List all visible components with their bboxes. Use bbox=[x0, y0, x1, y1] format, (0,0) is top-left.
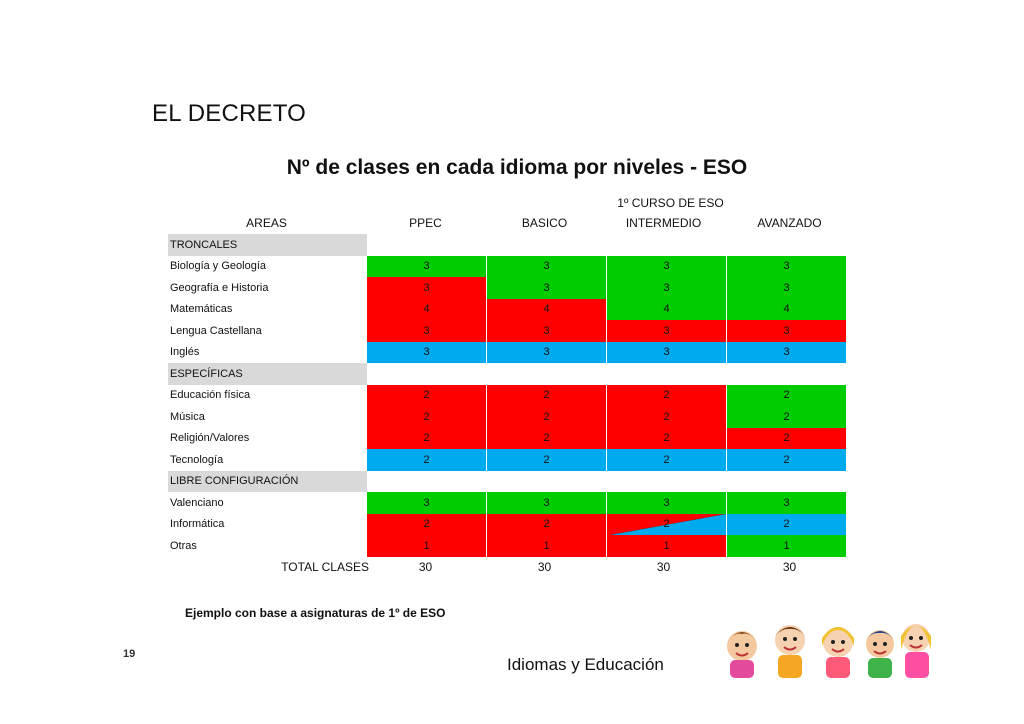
cell-avanzado bbox=[727, 428, 847, 450]
subject-label: Valenciano bbox=[170, 496, 224, 509]
total-intermedio: 30 bbox=[656, 560, 671, 574]
category-label: ESPECÍFICAS bbox=[168, 363, 367, 385]
empty-cell bbox=[607, 234, 727, 256]
subject-label: Religión/Valores bbox=[170, 432, 250, 445]
subject-label: Música bbox=[170, 410, 205, 423]
table-row bbox=[168, 514, 846, 536]
cell-value: 4 bbox=[423, 303, 430, 316]
empty-cell bbox=[487, 471, 607, 493]
cell-avanzado bbox=[727, 256, 847, 278]
cell-avanzado bbox=[727, 320, 847, 342]
cell-value: 1 bbox=[423, 539, 430, 552]
cell-value: 3 bbox=[543, 496, 550, 509]
cell-intermedio bbox=[607, 277, 727, 299]
empty-cell bbox=[367, 363, 487, 385]
table-row bbox=[168, 406, 846, 428]
table-row bbox=[168, 385, 846, 407]
empty-cell bbox=[367, 234, 487, 256]
cell-value: 2 bbox=[663, 389, 670, 402]
cell-basico bbox=[487, 342, 607, 364]
cell-value: 4 bbox=[543, 303, 550, 316]
cell-value: 1 bbox=[783, 539, 790, 552]
cell-value: 2 bbox=[423, 453, 430, 466]
cell-value: 4 bbox=[783, 303, 790, 316]
table-row bbox=[168, 342, 846, 364]
cell-value: 3 bbox=[783, 496, 790, 509]
table-row bbox=[168, 299, 846, 321]
total-ppec: 30 bbox=[418, 560, 433, 574]
empty-cell bbox=[487, 363, 607, 385]
category-label: TRONCALES bbox=[168, 234, 367, 256]
cell-value: 3 bbox=[783, 281, 790, 294]
cell-intermedio bbox=[607, 320, 727, 342]
col-header-basico: BASICO bbox=[521, 216, 568, 230]
cell-ppec bbox=[367, 428, 487, 450]
cell-value: 1 bbox=[543, 539, 550, 552]
cell-intermedio bbox=[607, 514, 727, 536]
cell-basico bbox=[487, 320, 607, 342]
cell-value: 3 bbox=[783, 324, 790, 337]
example-note: Ejemplo con base a asignaturas de 1º de ESO bbox=[185, 606, 446, 620]
subject-label: Informática bbox=[170, 518, 225, 531]
cell-avanzado bbox=[727, 492, 847, 514]
cell-value: 3 bbox=[663, 324, 670, 337]
table-row bbox=[168, 492, 846, 514]
cell-value: 3 bbox=[543, 260, 550, 273]
cell-ppec bbox=[367, 406, 487, 428]
cell-avanzado bbox=[727, 342, 847, 364]
subjects-table bbox=[168, 234, 846, 557]
category-row bbox=[168, 471, 846, 493]
cell-intermedio bbox=[607, 449, 727, 471]
total-label: TOTAL CLASES bbox=[281, 560, 369, 574]
cell-value: 2 bbox=[423, 518, 430, 531]
cell-basico bbox=[487, 256, 607, 278]
total-avanzado: 30 bbox=[782, 560, 797, 574]
cell-ppec bbox=[367, 299, 487, 321]
cell-value: 3 bbox=[423, 281, 430, 294]
cell-value: 3 bbox=[663, 281, 670, 294]
empty-cell bbox=[367, 471, 487, 493]
empty-cell bbox=[727, 363, 847, 385]
cell-intermedio bbox=[607, 299, 727, 321]
table-row bbox=[168, 320, 846, 342]
cell-basico bbox=[487, 277, 607, 299]
cell-avanzado bbox=[727, 449, 847, 471]
empty-cell bbox=[607, 363, 727, 385]
cell-value: 2 bbox=[423, 410, 430, 423]
cell-value: 2 bbox=[783, 432, 790, 445]
cell-value: 2 bbox=[543, 518, 550, 531]
cell-value: 3 bbox=[663, 260, 670, 273]
total-basico: 30 bbox=[537, 560, 552, 574]
cell-ppec bbox=[367, 342, 487, 364]
cell-avanzado bbox=[727, 406, 847, 428]
cell-basico bbox=[487, 535, 607, 557]
col-header-areas: AREAS bbox=[246, 216, 287, 230]
slide-heading: EL DECRETO bbox=[152, 100, 307, 127]
table-title: Nº de clases en cada idioma por niveles - ESO bbox=[286, 156, 748, 179]
cell-ppec bbox=[367, 256, 487, 278]
col-header-ppec: PPEC bbox=[409, 216, 442, 230]
cell-value: 4 bbox=[663, 303, 670, 316]
cell-intermedio bbox=[607, 256, 727, 278]
cell-intermedio bbox=[607, 428, 727, 450]
cell-value: 3 bbox=[543, 281, 550, 294]
cell-basico bbox=[487, 428, 607, 450]
table-row bbox=[168, 449, 846, 471]
cell-intermedio bbox=[607, 535, 727, 557]
cell-basico bbox=[487, 385, 607, 407]
table-row bbox=[168, 535, 846, 557]
cell-basico bbox=[487, 492, 607, 514]
cell-value: 2 bbox=[543, 453, 550, 466]
subject-label: Biología y Geología bbox=[170, 260, 267, 273]
cell-value: 2 bbox=[543, 410, 550, 423]
cell-value: 2 bbox=[663, 518, 670, 531]
empty-cell bbox=[487, 234, 607, 256]
empty-cell bbox=[607, 471, 727, 493]
cell-value: 2 bbox=[783, 389, 790, 402]
table-row bbox=[168, 256, 846, 278]
subject-label: Educación física bbox=[170, 389, 251, 402]
category-label: LIBRE CONFIGURACIÓN bbox=[168, 471, 367, 493]
subject-label: Matemáticas bbox=[170, 303, 233, 316]
cell-value: 2 bbox=[663, 410, 670, 423]
cell-value: 3 bbox=[423, 346, 430, 359]
cell-value: 2 bbox=[423, 389, 430, 402]
subject-label: Tecnología bbox=[170, 453, 224, 466]
cell-value: 1 bbox=[663, 539, 670, 552]
cell-intermedio bbox=[607, 342, 727, 364]
cell-ppec bbox=[367, 535, 487, 557]
col-header-avanzado: AVANZADO bbox=[757, 216, 822, 230]
cell-value: 3 bbox=[423, 496, 430, 509]
cell-value: 2 bbox=[783, 453, 790, 466]
cell-value: 2 bbox=[663, 453, 670, 466]
category-row bbox=[168, 363, 846, 385]
cell-value: 3 bbox=[663, 346, 670, 359]
category-row bbox=[168, 234, 846, 256]
cell-ppec bbox=[367, 449, 487, 471]
cell-basico bbox=[487, 514, 607, 536]
course-label: 1º CURSO DE ESO bbox=[617, 196, 724, 210]
subject-label: Lengua Castellana bbox=[170, 324, 262, 337]
cell-value: 2 bbox=[783, 410, 790, 423]
cell-ppec bbox=[367, 320, 487, 342]
cell-avanzado bbox=[727, 535, 847, 557]
cell-value: 3 bbox=[783, 346, 790, 359]
col-header-intermedio: INTERMEDIO bbox=[625, 216, 702, 230]
cell-value: 2 bbox=[543, 389, 550, 402]
cell-intermedio bbox=[607, 385, 727, 407]
cell-ppec bbox=[367, 385, 487, 407]
cell-avanzado bbox=[727, 299, 847, 321]
cell-value: 3 bbox=[783, 260, 790, 273]
footer-text: Idiomas y Educación bbox=[507, 655, 664, 674]
cell-avanzado bbox=[727, 277, 847, 299]
children-cartoon-illustration bbox=[720, 616, 932, 678]
cell-ppec bbox=[367, 277, 487, 299]
table-row bbox=[168, 277, 846, 299]
cell-value: 2 bbox=[543, 432, 550, 445]
cell-intermedio bbox=[607, 406, 727, 428]
empty-cell bbox=[727, 471, 847, 493]
cell-basico bbox=[487, 406, 607, 428]
cell-intermedio bbox=[607, 492, 727, 514]
subject-label: Geografía e Historia bbox=[170, 281, 269, 294]
subject-label: Otras bbox=[170, 539, 197, 552]
cell-basico bbox=[487, 299, 607, 321]
cell-value: 2 bbox=[663, 432, 670, 445]
cell-value: 3 bbox=[423, 260, 430, 273]
cell-value: 3 bbox=[423, 324, 430, 337]
cell-value: 3 bbox=[543, 346, 550, 359]
cell-value: 2 bbox=[783, 518, 790, 531]
cell-basico bbox=[487, 449, 607, 471]
empty-cell bbox=[727, 234, 847, 256]
table-row bbox=[168, 428, 846, 450]
subject-label: Inglés bbox=[170, 346, 200, 359]
page-number: 19 bbox=[123, 648, 136, 660]
cell-avanzado bbox=[727, 385, 847, 407]
cell-value: 2 bbox=[423, 432, 430, 445]
cell-ppec bbox=[367, 492, 487, 514]
cell-value: 3 bbox=[663, 496, 670, 509]
cell-ppec bbox=[367, 514, 487, 536]
cell-value: 3 bbox=[543, 324, 550, 337]
cell-avanzado bbox=[727, 514, 847, 536]
